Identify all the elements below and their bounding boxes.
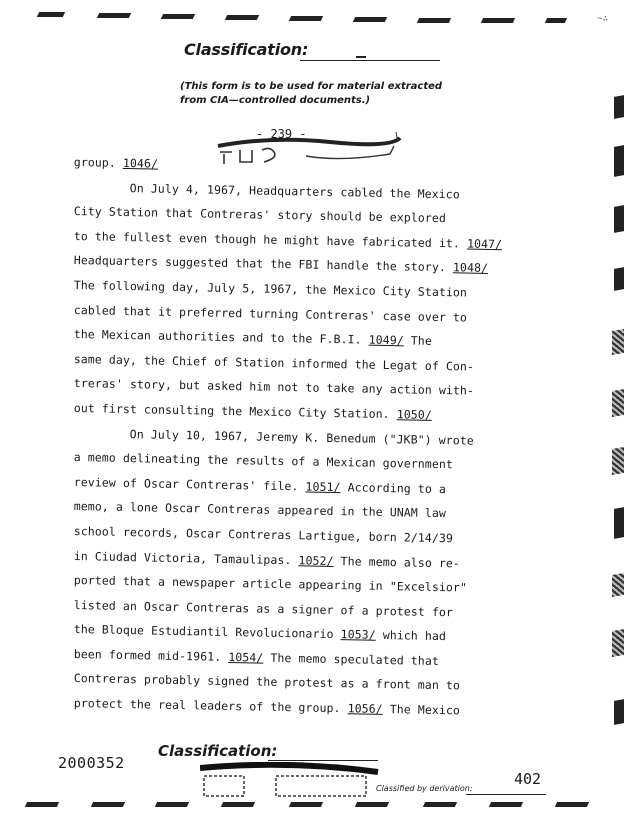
classified-by-line	[466, 794, 546, 795]
body-line-text: The following day, July 5, 1967, the Mexico City Station	[73, 277, 468, 300]
classification-label-top: Classification:	[184, 40, 309, 59]
body-line-continuation: The memo speculated that	[263, 650, 440, 668]
footnote-ref: 1054/	[228, 649, 264, 665]
classification-mark-top	[356, 56, 366, 58]
classification-line-top	[300, 60, 440, 61]
body-line-text: cabled that it preferred turning Contreras' case over to	[73, 302, 468, 325]
classification-line-bottom	[268, 760, 378, 761]
body-line-text: Contreras probably signed the protest as a front man to	[73, 671, 461, 693]
page-number: - 239 -	[256, 127, 307, 141]
body-line-continuation: which had	[375, 628, 447, 644]
corner-scribble: ~∴	[597, 14, 608, 24]
classified-by-label: Classified by derivation:	[376, 784, 473, 793]
body-line-text: been formed mid-1961.	[73, 646, 229, 664]
footnote-ref: 1047/	[466, 236, 503, 252]
body-line-text: ported that a newspaper article appearing in "Excelsior"	[73, 573, 468, 595]
footnote-ref: 1051/	[305, 479, 341, 494]
footnote-ref: 1046/	[122, 155, 159, 171]
body-line-text: the Mexican authorities and to the F.B.I.	[73, 327, 369, 347]
body-line-continuation: The memo also re-	[333, 553, 461, 570]
body-text	[74, 150, 514, 716]
body-line-text: to the fullest even though he might have fabricated it.	[73, 228, 468, 251]
classification-stamp	[200, 762, 380, 798]
classification-label-bottom: Classification:	[158, 742, 278, 760]
footnote-ref: 1050/	[396, 407, 433, 422]
body-line-text: the Bloque Estudiantil Revolucionario	[73, 622, 341, 642]
body-line-text: City Station that Contreras' story should be explored	[73, 204, 447, 226]
footnote-ref: 1049/	[368, 332, 404, 348]
body-line-text: protect the real leaders of the group.	[73, 696, 348, 716]
body-line-continuation: According to a	[340, 479, 447, 496]
body-line-continuation: The Mexico	[382, 701, 461, 718]
body-line-text: On July 4, 1967, Headquarters cabled the Mexico	[129, 180, 460, 202]
bottom-dashed-border	[0, 800, 638, 814]
body-line-text: memo, a lone Oscar Contreras appeared in the UNAM law	[73, 499, 447, 521]
body-line-text: in Ciudad Victoria, Tamaulipas.	[73, 548, 299, 567]
body-line-text: review of Oscar Contreras' file.	[73, 474, 306, 494]
footnote-ref: 1048/	[452, 260, 489, 276]
footnote-ref: 1056/	[347, 701, 383, 716]
body-line-text: same day, the Chief of Station informed the Legat of Con-	[73, 351, 475, 374]
form-note: (This form is to be used for material extracted from CIA—controlled documents.)	[180, 81, 443, 106]
document-id: 2000352	[58, 754, 125, 772]
body-line-text: out first consulting the Mexico City Station.	[73, 400, 397, 422]
body-line-text: group.	[73, 154, 124, 170]
body-line-text: Headquarters suggested that the FBI handle the story.	[73, 253, 454, 275]
body-line-continuation: The	[403, 333, 433, 349]
footnote-ref: 1053/	[340, 627, 376, 643]
body-line-text: treras' story, but asked him not to take any action with-	[73, 376, 475, 399]
body-line-text: a memo delineating the results of a Mexican government	[73, 450, 454, 472]
body-line-text: listed an Oscar Contreras as a signer of a protest for	[73, 597, 454, 619]
body-line-text: On July 10, 1967, Jeremy K. Benedum ("JKB") wrote	[129, 426, 474, 448]
top-dashed-border	[0, 8, 638, 22]
bottom-page-number: 402	[514, 770, 542, 788]
footnote-ref: 1052/	[298, 552, 334, 568]
body-line-text: school records, Oscar Contreras Lartigue, born 2/14/39	[73, 523, 454, 546]
